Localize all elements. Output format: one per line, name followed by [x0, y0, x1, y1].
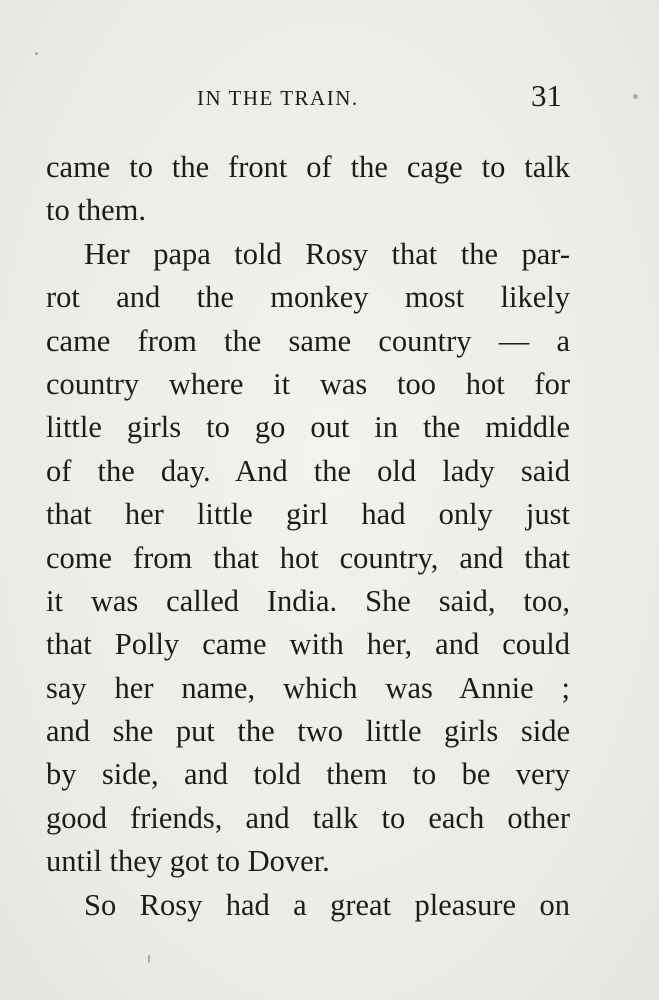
text-line: came from the same country — a — [46, 323, 570, 358]
body-text — [46, 146, 570, 927]
paper-speck — [35, 52, 38, 55]
text-line: to them. — [46, 193, 146, 228]
text-line: came to the front of the cage to talk — [46, 150, 570, 184]
text-line: until they got to Dover. — [46, 844, 330, 879]
text-line: and she put the two little girls side — [46, 714, 570, 749]
paper-speck — [633, 94, 638, 99]
paper-speck — [148, 955, 150, 963]
text-line: little girls to go out in the middle — [46, 410, 570, 445]
text-line: country where it was too hot for — [46, 366, 570, 401]
text-line: that her little girl had only just — [46, 497, 570, 532]
text-line: So Rosy had a great pleasure on — [84, 887, 570, 922]
text-line: by side, and told them to be very — [46, 757, 570, 792]
text-line: rot and the monkey most likely — [46, 280, 570, 315]
text-line: say her name, which was Annie ; — [46, 670, 570, 705]
text-line: Her papa told Rosy that the par- — [84, 236, 570, 271]
text-line: come from that hot country, and that — [46, 540, 570, 575]
page-header — [0, 78, 659, 118]
text-line: that Polly came with her, and could — [46, 627, 570, 662]
text-line: good friends, and talk to each other — [46, 800, 570, 835]
page-number: 31 — [531, 78, 562, 113]
running-head: IN THE TRAIN. — [197, 86, 359, 110]
text-line: it was called India. She said, too, — [46, 583, 570, 618]
text-line: of the day. And the old lady said — [46, 453, 570, 488]
